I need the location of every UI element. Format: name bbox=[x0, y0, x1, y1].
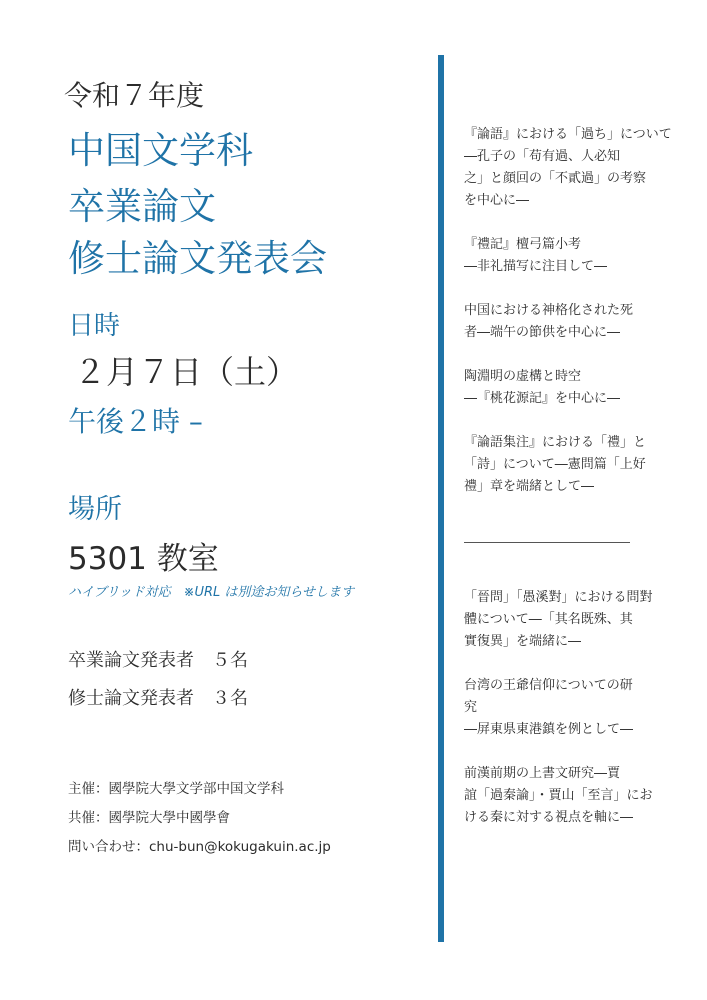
thesis-title-line: 中国における神格化された死 bbox=[464, 303, 634, 318]
thesis-title-line: 前漢前期の上書文研究―賈 bbox=[464, 766, 621, 781]
thesis-title-line: を中心に― bbox=[464, 193, 530, 208]
thesis-title-line: ―孔子の「苟有過、人必知 bbox=[464, 149, 621, 164]
thesis-title-line: ける秦に対する視点を軸に― bbox=[464, 810, 634, 825]
thesis-title-line: 『論語』における「過ち」について bbox=[464, 127, 672, 142]
thesis-list bbox=[464, 124, 672, 851]
thesis-title-line: 台湾の王爺信仰についての研 bbox=[464, 678, 633, 693]
thesis-title-line: ―非礼描写に注目して― bbox=[464, 259, 608, 274]
event-time: 午後２時 – bbox=[68, 405, 203, 438]
room-name: 5301 教室 bbox=[68, 541, 219, 577]
co-organizer: 共催：國學院大學中國學會 bbox=[68, 810, 230, 826]
fiscal-year: 令和７年度 bbox=[64, 79, 205, 112]
section-separator bbox=[464, 542, 630, 543]
master-presenters: 修士論文発表者 ３名 bbox=[68, 688, 248, 709]
thesis-title bbox=[464, 124, 672, 212]
title-line-1: 中国文学科 bbox=[68, 129, 253, 172]
thesis-title-line: 『禮記』檀弓篇小考 bbox=[464, 237, 582, 252]
title-line-2: 卒業論文 bbox=[68, 185, 216, 228]
thesis-title bbox=[464, 675, 654, 741]
thesis-title-line: 『論語集注』における「禮」と bbox=[464, 435, 647, 450]
thesis-title-line: 陶淵明の虚構と時空 bbox=[464, 369, 582, 384]
place-label: 場所 bbox=[68, 494, 122, 525]
event-date: ２月７日（土） bbox=[74, 353, 299, 391]
thesis-title bbox=[464, 366, 654, 410]
master-thesis-list bbox=[464, 587, 654, 829]
thesis-title-line: 之」と顔回の「不貳過」の考察 bbox=[464, 171, 647, 186]
thesis-title-line: 者―端午の節供を中心に― bbox=[464, 325, 621, 340]
thesis-title-line: 體について―「其名既殊、其 bbox=[464, 612, 633, 627]
thesis-title bbox=[464, 763, 654, 829]
datetime-label: 日時 bbox=[68, 311, 121, 341]
organizer: 主催：國學院大學文学部中国文学科 bbox=[68, 781, 284, 797]
thesis-title bbox=[464, 432, 654, 498]
inquiry-contact: 問い合わせ：chu-bun@kokugakuin.ac.jp bbox=[68, 839, 331, 855]
thesis-title-line: 「詩」について―憲問篇「上好 bbox=[464, 457, 646, 472]
hybrid-note: ハイブリッド対応 ※URL は別途お知らせします bbox=[68, 585, 354, 600]
thesis-title bbox=[464, 300, 654, 344]
thesis-title-line: 禮」章を端緒として― bbox=[464, 479, 595, 494]
thesis-title-line: ―屏東県東港鎮を例として― bbox=[464, 722, 634, 737]
thesis-title bbox=[464, 587, 654, 653]
thesis-title-line: ―『桃花源記』を中心に― bbox=[464, 391, 621, 406]
thesis-title-line: 實復異」を端緒に― bbox=[464, 634, 582, 649]
undergrad-thesis-list bbox=[464, 124, 672, 498]
vertical-divider bbox=[438, 55, 444, 942]
undergrad-presenters: 卒業論文発表者 ５名 bbox=[68, 650, 248, 671]
title-line-3: 修士論文発表会 bbox=[68, 237, 327, 280]
thesis-title-line: 「晉問」「愚溪對」における問對 bbox=[464, 590, 653, 605]
thesis-title bbox=[464, 234, 654, 278]
thesis-title-line: 究 bbox=[464, 700, 478, 715]
thesis-title-line: 誼「過秦論」・賈山「至言」にお bbox=[464, 788, 653, 803]
